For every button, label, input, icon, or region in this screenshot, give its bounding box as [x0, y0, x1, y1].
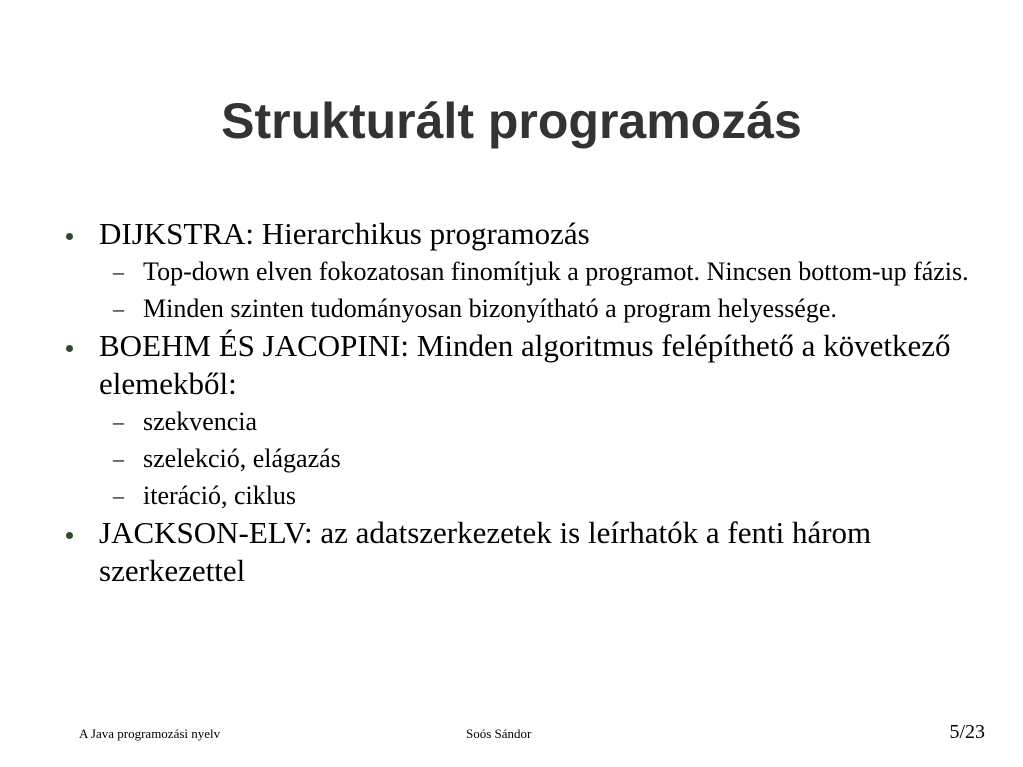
sub-item [62, 403, 1007, 440]
sub-item [62, 290, 1007, 327]
bullet-item-dijkstra [62, 215, 1007, 253]
footer-course-title: A Java programozási nyelv [79, 726, 221, 741]
dash-icon: – [113, 483, 124, 508]
bullet-dot-icon [66, 345, 73, 352]
bullet-dot-icon [66, 532, 73, 539]
footer-author: Soós Sándor [466, 726, 532, 741]
sub-list [62, 403, 1007, 514]
bullet-dot-icon [66, 233, 73, 240]
sub-item [62, 253, 1007, 290]
bullet-list [62, 215, 1007, 590]
footer-page-number: 5/23 [949, 721, 985, 743]
sub-item-text: szelekció, elágazás [143, 444, 341, 473]
sub-item-text: Top-down elven fokozatosan finomítjuk a programot. Nincsen bottom-up fázis. [143, 257, 969, 286]
bullet-text: JACKSON-ELV: az adatszerkezetek is leírhatók a fenti három szerkezettel [99, 515, 872, 588]
dash-icon: – [113, 259, 124, 284]
slide-title: Strukturált programozás [221, 93, 802, 149]
dash-icon: – [113, 296, 124, 321]
sub-item-text: iteráció, ciklus [143, 481, 297, 510]
sub-item [62, 477, 1007, 514]
bullet-item-boehm-jacopini [62, 327, 1007, 403]
sub-item [62, 440, 1007, 477]
sub-item-text: szekvencia [143, 407, 258, 436]
sub-item-text: Minden szinten tudományosan bizonyítható a program helyessége. [143, 294, 837, 323]
bullet-text: DIJKSTRA: Hierarchikus programozás [99, 216, 590, 251]
dash-icon: – [113, 409, 124, 434]
sub-list [62, 253, 1007, 327]
bullet-item-jackson [62, 514, 1007, 590]
dash-icon: – [113, 446, 124, 471]
bullet-text: BOEHM ÉS JACOPINI: Minden algoritmus felépíthető a következő elemekből: [99, 328, 951, 401]
